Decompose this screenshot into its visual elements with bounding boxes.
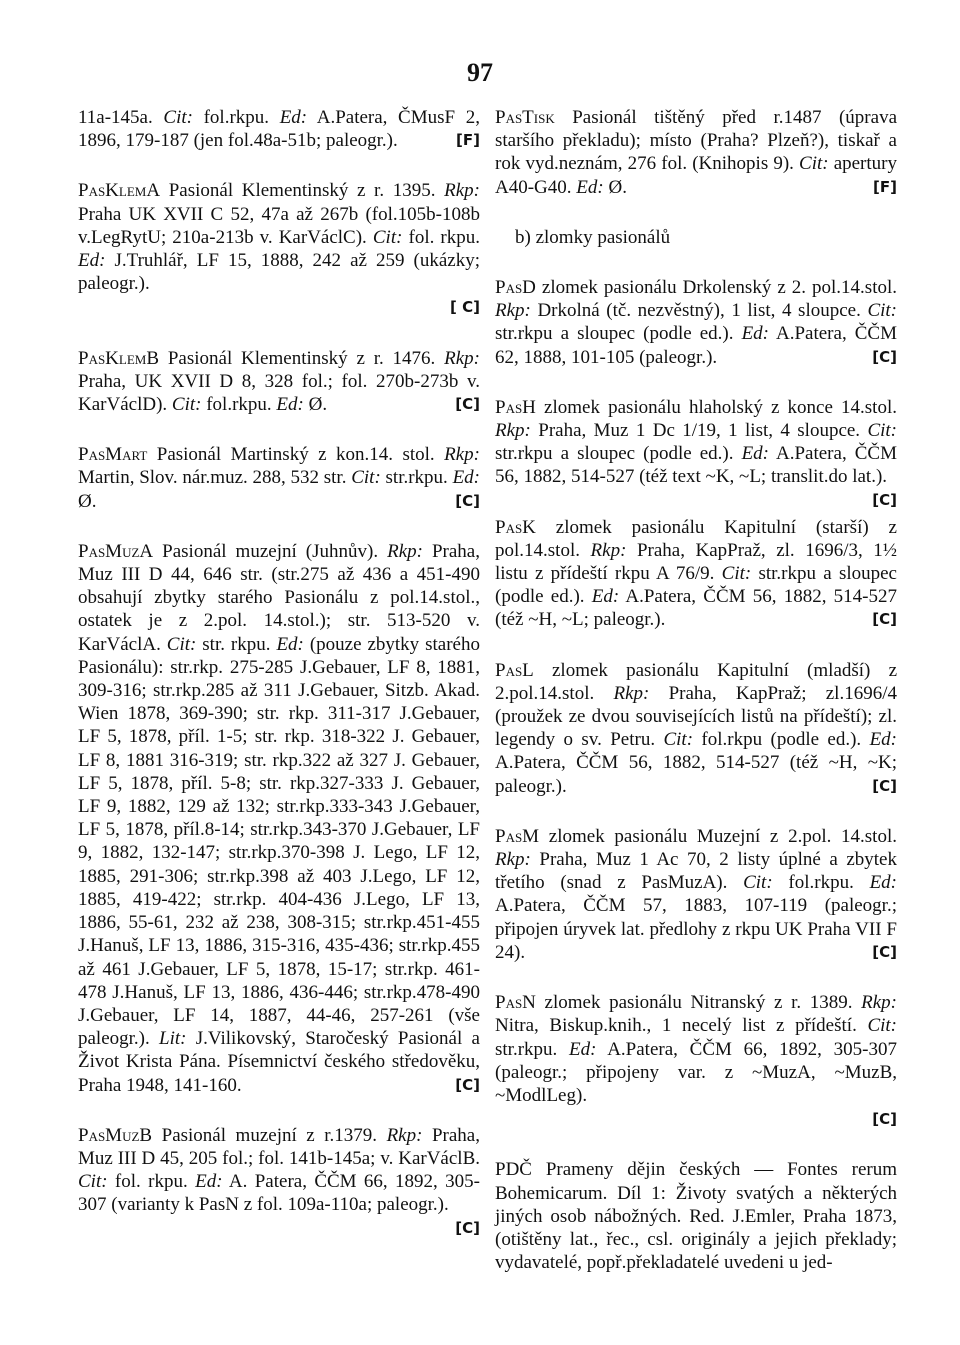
dictionary-entry xyxy=(495,991,897,1131)
entry-abbreviation: PasN xyxy=(495,992,536,1014)
entry-field-label: Cit: xyxy=(171,394,202,416)
dictionary-entry xyxy=(78,347,480,417)
entry-abbreviation: PasMuzB xyxy=(78,1124,153,1146)
entry-field-label: Ed: xyxy=(591,586,620,608)
entry-text: Praha, Muz III D 45, 205 fol.; fol. 141b-145a; v. KarVáclB. xyxy=(78,1124,480,1169)
source-tag: [C] xyxy=(455,395,480,414)
entry-abbreviation: PasMuzA xyxy=(78,540,154,562)
entry-text: str.rkpu. xyxy=(380,467,453,489)
entry-text: A.Patera, ČČM 56, 1882, 514-527 (též text ~K, ~L; translit.do lat.). xyxy=(495,443,897,488)
entry-field-label: Ed: xyxy=(195,1171,223,1193)
entry-text: Pasionál muzejní z r.1379. xyxy=(152,1124,387,1146)
entry-field-label: Rkp: xyxy=(387,540,423,562)
entry-field-label: Ed: xyxy=(78,250,106,272)
entry-text: fol.rkpu. xyxy=(201,394,277,416)
entry-text: A.Patera, ČMusF 2, 1896, 179-187 (jen fol.48a-51b; paleogr.). xyxy=(78,107,480,152)
entry-text: Ø. xyxy=(78,490,97,512)
entry-text: fol.rkpu. xyxy=(772,872,870,894)
entry-text: Pasionál Klementinský z r. 1476. xyxy=(159,347,445,369)
entry-text: A.Patera, ČČM 57, 1883, 107-119 (paleogr.; připojen úryvek lat. předlohy z rkpu UK Praha VII F 24). xyxy=(495,895,897,963)
entry-field-label: Rkp: xyxy=(495,420,531,442)
entry-text: Praha, UK XVII D 8, 328 fol.; fol. 270b-273b v. KarVáclD). xyxy=(78,370,480,416)
left-column xyxy=(78,106,480,1244)
entry-field-label: Cit: xyxy=(166,633,197,655)
entry-field-label: Ed: xyxy=(276,394,304,416)
dictionary-entry xyxy=(78,106,480,152)
entry-field-label: Cit: xyxy=(372,226,403,248)
entry-field-label: Ed: xyxy=(576,176,604,198)
entry-text: J.Vilikovský, Staročeský Pasionál a Život Krista Pána. Písemnictví českého středověku, Praha 1948, 141-160. xyxy=(78,1028,480,1096)
entry-abbreviation: PasKlemB xyxy=(78,347,160,369)
dictionary-entry xyxy=(78,1124,481,1237)
dictionary-entry xyxy=(495,516,897,632)
entry-text: str.rkpu. xyxy=(495,1038,570,1060)
dictionary-entry xyxy=(495,659,897,798)
entry-text: str.rkpu a sloupec (podle ed.). xyxy=(495,443,742,465)
entry-field-label: Cit: xyxy=(78,1171,108,1193)
entry-text: zlomek pasionálu Kapitulní (starší) z pol.14.stol. xyxy=(495,516,897,561)
entry-text: Drkolná (tč. nezvěstný), 1 list, 4 sloupce. xyxy=(530,300,868,322)
entry-text: fol. rkpu. xyxy=(107,1171,196,1193)
entry-abbreviation: PasTisk xyxy=(495,107,555,128)
entry-text: A.Patera, ČČM 56, 1882, 514-527 (též ~H, ~K; paleogr.). xyxy=(495,752,897,797)
entry-text: 11a-145a. xyxy=(78,107,164,128)
entry-field-label: Ed: xyxy=(279,107,308,128)
source-tag: [C] xyxy=(455,491,480,510)
entry-field-label: Cit: xyxy=(867,420,897,442)
source-tag: [C] xyxy=(872,776,897,795)
entry-field-label: Cit: xyxy=(743,872,773,894)
entry-field-label: Ed: xyxy=(869,872,897,894)
entry-field-label: Rkp: xyxy=(861,992,897,1014)
entry-text: Praha, Muz 1 Dc 1/19, 1 list, 4 sloupce. xyxy=(530,420,868,442)
dictionary-entry xyxy=(495,396,897,509)
section-heading: b) zlomky pasionálů xyxy=(515,226,671,248)
entry-text: (pouze zbytky starého Pasionálu): str.rkp. 275-285 J.Gebauer, LF 8, 1881, 309-316; str.rkp.285 až 311 J.Gebauer, Sitzb. Akad. Wien 1878, 369-390; str. rkp. 311-317 J.Gebauer, LF 5, 1878, příl. 1-5; str. rkp. 318-322 J. Gebauer, LF 8, 1881 316-319; str. rkp.322 až 327 J. Gebauer, LF 5, 1878, příl. 5-8; str. rkp.327-333 J. Gebauer, LF 9, 1882, 129 až 132; str.rkp.333-343 J.Gebauer, LF 5, 1878, příl.8-14; str.rkp.343-370 J.Gebauer, LF 9, 1882, 132-147; str.rkp.370-398 J. Lego, LF 12, 1885, 291-306; str.rkp.398 až 403 J.Lego, LF 12, 1885, 419-422; str.rkp. 404-436 J.Lego, LF 13, 1886, 55-61, 232 až 238, 308-315; str.rkp.451-455 J.Hanuš, LF 13, 1886, 315-316, 435-436; str.rkp.455 až 461 J.Gebauer, LF 5, 1878, 15-17; str.rkp. 461-478 J.Hanuš, LF 13, 1886, 436-446; str.rkp.478-490 J.Gebauer, LF 14, 1887, 44-46, 257-261 (vše paleogr.). xyxy=(78,633,480,1050)
entry-field-label: Cit: xyxy=(867,1015,897,1037)
entry-field-label: Rkp: xyxy=(495,849,531,871)
entry-abbreviation: PDČ xyxy=(495,1159,532,1181)
entry-text: str.rkpu a sloupec (podle ed.). xyxy=(495,323,742,345)
entry-text: A. Patera, ČČM 66, 1892, 305-307 (varianty k PasN z fol. 109a-110a; paleogr.). xyxy=(78,1171,481,1216)
entry-field-label: Rkp: xyxy=(590,539,627,561)
entry-abbreviation: PasK xyxy=(495,516,536,538)
entry-text: Ø. xyxy=(603,176,627,198)
entry-abbreviation: PasMart xyxy=(78,444,148,466)
source-tag: [C] xyxy=(872,942,897,961)
entry-text: Praha, Muz III D 44, 646 str. (str.275 až 436 a 451-490 obsahují zbytky starého Pasionálu z pol.14.stol., ostatek je z 2.pol. 14.stol.); str. 513-520 v. KarVáclA. xyxy=(78,540,480,655)
entry-text: A.Patera, ČČM 56, 1882, 514-527 (též ~H, ~L; paleogr.). xyxy=(495,586,897,631)
source-tag: [C] xyxy=(872,610,897,629)
dictionary-entry xyxy=(495,276,897,369)
entry-abbreviation: PasKlemA xyxy=(78,180,161,202)
source-tag: [F] xyxy=(456,131,480,150)
entry-text: Prameny dějin českých — Fontes rerum Bohemicarum. Díl 1: Životy svatých a některých jiných osob nábožných. Red. J.Emler, Praha 1873, (otištěny lat., řec., csl. originály a jejich překlady; vydavatelé, popř.překladatelé uvedeni u jed- xyxy=(495,1159,897,1274)
entry-field-label: Cit: xyxy=(799,153,829,175)
entry-text: Praha, Muz 1 Ac 70, 2 listy úplné a zbytek třetího (snad z PasMuzA). xyxy=(495,849,897,894)
source-tag: [C] xyxy=(455,1218,480,1237)
entry-field-label: Ed: xyxy=(569,1038,597,1060)
entry-text: J.Truhlář, LF 15, 1888, 242 až 259 (ukázky; paleogr.). xyxy=(78,250,480,295)
dictionary-entry xyxy=(78,540,480,1097)
entry-text: Nitra, Biskup.knih., 1 necelý list z přídeští. xyxy=(495,1015,868,1037)
dictionary-entry xyxy=(78,443,480,513)
dictionary-entry xyxy=(78,179,480,319)
entry-abbreviation: PasD xyxy=(495,277,536,299)
entry-text: A.Patera, ČČM 62, 1888, 101-105 (paleogr.). xyxy=(495,323,897,368)
entry-field-label: Ed: xyxy=(741,323,769,345)
entry-text: str. rkpu. xyxy=(196,633,277,655)
source-tag: [C] xyxy=(872,347,897,366)
entry-abbreviation: PasM xyxy=(495,825,540,847)
entry-field-label: Ed: xyxy=(452,467,481,489)
source-tag: [ C] xyxy=(450,298,480,317)
entry-field-label: Rkp: xyxy=(444,347,480,369)
entry-text: Pasionál Martinský z kon.14. stol. xyxy=(147,444,445,466)
page-number: 97 xyxy=(467,58,493,87)
entry-text: fol.rkpu. xyxy=(192,107,280,128)
entry-text: Praha, KapPraž, zl. 1696/3, 1½ listu z přídeští rkpu A 76/9. xyxy=(495,539,898,585)
entry-field-label: Rkp: xyxy=(444,444,480,466)
entry-text: zlomek pasionálu hlaholský z konce 14.stol. xyxy=(535,396,897,418)
entry-text: str.rkpu a sloupec (podle ed.). xyxy=(495,563,897,608)
entry-text: zlomek pasionálu Muzejní z 2.pol. 14.stol. xyxy=(539,825,897,847)
entry-text: Pasionál muzejní (Juhnův). xyxy=(153,540,388,562)
entry-abbreviation: PasH xyxy=(495,396,536,418)
entry-text: Ø. xyxy=(303,394,328,416)
entry-text: Martin, Slov. nár.muz. 288, 532 str. xyxy=(78,467,352,489)
entry-field-label: Cit: xyxy=(163,107,193,128)
source-tag: [C] xyxy=(872,490,897,509)
entry-text: Pasionál Klementinský z r. 1395. xyxy=(160,180,445,202)
entry-field-label: Rkp: xyxy=(386,1124,423,1146)
entry-field-label: Cit: xyxy=(351,467,381,489)
entry-abbreviation: PasL xyxy=(495,659,534,681)
entry-text: zlomek pasionálu Kapitulní (mladší) z 2.pol.14.stol. xyxy=(495,659,897,704)
entry-text: Praha, KapPraž; zl.1696/4 (proužek ze dvou souvisejících listů na přídeští); zl. legendy o sv. Petru. xyxy=(495,682,897,751)
entry-field-label: Ed: xyxy=(741,443,769,465)
entry-field-label: Ed: xyxy=(869,729,897,751)
entry-text: zlomek pasionálu Drkolenský z 2. pol.14.stol. xyxy=(535,277,897,299)
entry-text: Pasionál tištěný před r.1487 (úprava staršího překladu); místo (Praha? Plzeň?), tiskař a rok vyd.neznám, 276 fol. (Knihopis 9). xyxy=(495,107,897,175)
source-tag: [C] xyxy=(872,1110,897,1129)
entry-text: fol.rkpu (podle ed.). xyxy=(693,729,870,751)
dictionary-entry xyxy=(495,106,897,199)
entry-field-label: Lit: xyxy=(159,1028,187,1050)
dictionary-entry xyxy=(495,825,897,964)
entry-text: A.Patera, ČČM 66, 1892, 305-307 (paleogr.; připojeny var. z ~MuzA, ~MuzB, ~ModlLeg). xyxy=(495,1038,897,1106)
entry-field-label: Ed: xyxy=(276,633,304,655)
entry-field-label: Rkp: xyxy=(613,682,650,704)
entry-text: zlomek pasionálu Nitranský z r. 1389. xyxy=(535,992,862,1014)
right-column xyxy=(495,106,897,1301)
entry-text: Praha UK XVII C 52, 47a až 267b (fol.105b-108b v.LegRytU; 210a-213b v. KarVáclC). xyxy=(78,203,480,248)
source-tag: [C] xyxy=(455,1075,480,1094)
entry-field-label: Rkp: xyxy=(444,180,480,202)
dictionary-entry xyxy=(495,1158,897,1274)
entry-field-label: Cit: xyxy=(721,563,752,585)
source-tag: [F] xyxy=(873,177,897,196)
entry-field-label: Cit: xyxy=(867,300,897,322)
entry-text: apertury A40-G40. xyxy=(495,153,897,198)
entry-field-label: Rkp: xyxy=(495,300,531,322)
entry-text: fol. rkpu. xyxy=(402,226,480,248)
entry-field-label: Cit: xyxy=(663,729,694,751)
